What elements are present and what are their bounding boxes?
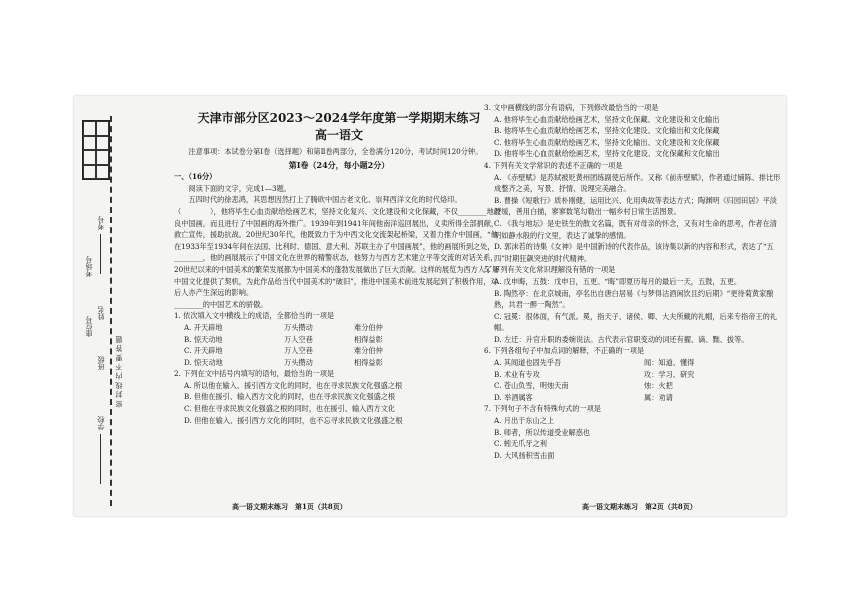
q5-opt-b: B. 陶然亭：在北京城南，亭名出自唐白居易《与梦得沽酒闲饮且约后期》“更待菊黄家酿熟，共君一醉一陶然”。 [494,288,774,310]
q5-opt-a: A. 戊申晦，五鼓：戊申日，五更。“晦”即夏历每月的最后一天，五鼓，五更。 [494,276,742,286]
q1-opt-b-2: 万人空巷 [284,334,313,344]
q1-opt-a-3: 难分伯仲 [354,322,383,332]
q6-opt-c-gloss: 烛：火把 [644,381,673,391]
question-3: 3. 文中画横线的部分有语病，下列修改最恰当的一项是 [484,103,659,112]
binding-blank-exam-no [100,234,101,274]
q1-opt-d-3: 相得益彰 [354,357,383,367]
page-1 [174,102,504,426]
q3-opt-d: D. 他将毕生心血贡献给绘画艺术，坚持文化建设、文化保藏和文化输出 [494,149,720,159]
q1-opt-b-1: B. 惊天动地 [184,334,223,344]
exam-notice: 注意事项：本试卷分第Ⅰ卷（选择题）和第Ⅱ卷两部分，全卷满分120分，考试时间120分钟。 [188,147,483,156]
exam-title: 天津市部分区2023～2024学年度第一学期期末练习 [197,111,481,125]
q1-opt-c-3: 难分伯仲 [354,346,383,356]
q7-opt-c: C. 蚓无爪牙之利 [494,439,547,449]
q1-opt-d-2: 万头攒动 [284,357,313,367]
q6-opt-a: A. 其闻道也固先乎吾 [494,358,562,368]
q4-opt-c: C. 《我与地坛》是史铁生的散文名篇，既有对母亲的怀念，又有对生命的思考，作者在清明如静水般的行文里，表达了诚挚的感情。 [494,218,777,240]
exam-sheet [74,96,786,516]
page-2-footer: 高一语文期末练习 第2页（共8页） [582,502,697,511]
page-2 [484,102,784,461]
question-1-options [174,322,504,368]
q1-opt-a-2: 万头攒动 [284,322,313,332]
section-one-heading: 一、（16分） [174,172,217,182]
reading-intro: 阅读下面的文字，完成1—3题。 [188,183,291,193]
q6-opt-a-gloss: 闻：知道、懂得 [644,358,695,368]
question-6-options [484,357,784,403]
seal-line [110,116,112,506]
q4-opt-a: A. 《赤壁赋》是苏轼被贬黄州团练副使后所作。又称《前赤壁赋》，作者通过铺陈、排比形成整齐之美，写景、抒情、说理完美融合。 [494,172,781,194]
q3-opt-c: C. 他将毕生心血贡献给绘画艺术，坚持文化输出、文化建设和文化保藏 [494,137,720,147]
q6-opt-c: C. 苍山负雪，明烛天南 [494,381,569,391]
binding-label-seat: 座位号 [85,316,93,337]
q5-opt-c: C. 冠冕：很体面，有气派。冕，指天子、诸侯、卿、大夫所戴的礼帽，后来专指帝王的礼帽。 [494,311,777,333]
binding-blank-school [100,434,101,484]
question-4: 4. 下列有关文学常识的表述不正确的一项是 [484,160,623,170]
score-grid [82,120,110,180]
q3-opt-a: A. 他将毕生心血贡献给绘画艺术，坚持文化保藏、文化建设和文化输出 [494,114,720,124]
q5-opt-d: D. 左迁：升官升职的委婉说法。古代表示官职变动的词还有擢、谪、黜、拔等。 [494,334,749,344]
q6-opt-b: B. 术业有专攻 [494,369,540,379]
q3-opt-b: B. 他将毕生心血贡献给绘画艺术，坚持文化建设、文化输出和文化保藏 [494,126,720,136]
binding-label-exam-no: 考号 [97,216,105,230]
page-1-footer: 高一语文期末练习 第1页（共8页） [232,502,347,511]
q6-opt-b-gloss: 攻：学习、研究 [644,369,695,379]
q2-opt-d: D. 但他在输入、援引西方文化的同时，也不忘寻求民族文化强盛之根 [184,415,403,425]
exam-subject: 高一语文 [314,128,363,142]
q1-opt-d-1: D. 惊天动地 [184,357,223,367]
q2-opt-c: C. 但他在寻求民族文化强盛之根的同时，也在援引、输入西方文化 [184,404,396,414]
q2-opt-a: A. 所以他在输入、援引西方文化的同时，也在寻求民族文化强盛之根 [184,380,403,390]
binding-label-name: 姓名 [97,306,105,320]
question-5: 5. 下列有关文化常识理解没有错的一项是 [484,265,616,275]
binding-strip [74,106,126,506]
question-1: 1. 依次填入文中横线上的成语，全都恰当的一项是 [174,311,335,321]
binding-label-school: 学校 [97,416,105,430]
q1-opt-c-1: C. 开天辟地 [184,346,223,356]
q6-opt-d-gloss: 属：劝请 [644,392,673,402]
seal-text: 密 封 线 内 不 要 答 题 [115,336,123,408]
q1-opt-b-3: 相得益彰 [354,334,383,344]
binding-label-class: 班级 [97,356,105,370]
passage-paragraph: 五四时代的徐悲鸿，其思想因然打上了腾欧中国古老文化、崇拜西洋文化的时代烙印。（ ），他将毕生心血贡献给绘画艺术，坚持文化复兴、文化建设和文化保藏，不仅________地改良中国画，而且进行了中国画的海外推广。1939年到1941年间他南洋巡回展出，义卖所得全部捐献，救亡宣传，援助抗战。20世纪30年代，他既致力于为中西文化交流架起桥梁，又着力推介中国画，“他在1933年至1934年间在法国、比利时、德国、意大利、苏联主办了中国画展”，他的画展所到之处，________，他的画展展示了中国文化在世界的精警状态，他努力与西方艺术建立平等交流的对话关系，20世纪以来的中国美术的繁荣发展都为中国美术的蓬勃发展做出了巨大贡献。这样的展览为西方人了解中国文化提供了契机，为此作品给当代中国美术的“破旧”，推进中国美术前进发展起到了积极作用，对后人亦产生深远的影响。 [174,195,502,298]
part-one-heading: 第Ⅰ卷（24分，每小题2分） [288,159,390,170]
q6-opt-d: D. 举酒属客 [494,392,533,402]
q4-opt-b: B. 曹操《短歌行》质朴刚健，运用比兴、化用典故等表达方式；陶渊明《归园田居》平淡舒缓，善用白描，寥寥数笔勾勒出一幅乡村日常生活图景。 [494,195,777,217]
q7-opt-a: A. 月出于东山之上 [494,416,555,426]
passage-tail: ________的中国艺术的骄傲。 [174,299,268,309]
q2-opt-b: B. 但他在援引、输入西方文化的同时，也在寻求民族文化强盛之根 [184,392,396,402]
q7-opt-b: B. 师者，所以传道受业解惑也 [494,427,591,437]
q1-opt-a-1: A. 开天辟地 [184,322,223,332]
question-7: 7. 下列句子不含有特殊句式的一项是 [484,404,601,414]
q4-opt-d: D. 郭沫若的诗集《女神》是中国新诗的代表作品，该诗集以新的内容和形式，表达了“五四”时期狂飙突进的时代精神。 [494,242,774,263]
question-6: 6. 下列各组句子中加点词的解释，不正确的一项是 [484,346,645,356]
q7-opt-d: D. 大风扬积雪击面 [494,450,555,460]
binding-label-room: 考场号 [85,256,93,277]
question-2: 2. 下列在文中括号内填写的语句，最恰当的一项是 [174,369,335,379]
q1-opt-c-2: 万人空巷 [284,346,313,356]
